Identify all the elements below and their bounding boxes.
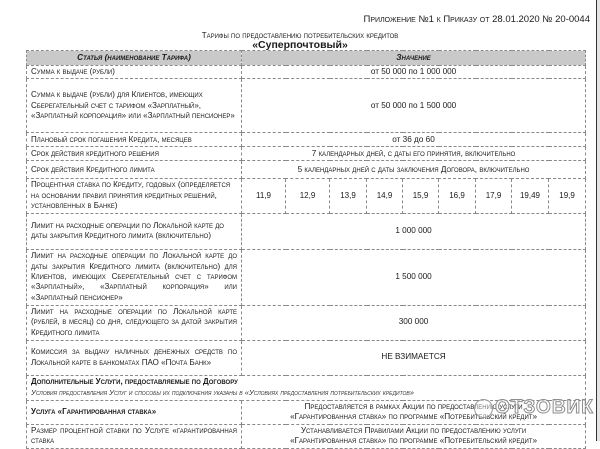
row-value: НЕ ВЗИМАЕТСЯ [242,340,586,375]
row-label: Комиссия за выдачу наличных денежных средств по Локальной карте в банкоматах ПАО «Почта Банк» [27,340,242,375]
service-row [27,424,586,448]
additional-services-row [27,375,586,400]
rate-cell: 16,9 [439,179,476,213]
service-value [242,400,586,424]
row-value: 1 000 000 [242,213,586,249]
service-row [27,400,586,424]
service-value-line: «Гарантированная ставка» по программе «Потребительский кредит» [290,412,537,422]
rate-cell: 11,9 [242,179,286,213]
service-value [242,424,586,448]
row-value: 1 500 000 [242,249,586,305]
additional-services-cell [27,375,586,400]
row-label: Лимит на расходные операции по Локальной карте до даты закрытия Кредитного лимита (включительно) для Клиентов, имеющих Сберегательный счет с тарифом «Зарплатный», «Зарплатный корпорация» или «Зарплатный пенсионер» [27,249,242,305]
table-row [27,340,586,375]
service-value-line: «Гарантированная ставка» по программе «Потребительский кредит» [290,436,537,446]
additional-services-note: Условия предоставления Услуг и способы их подключения указаны в «Условиях предоставления потребительских кредитов» [31,387,414,397]
table-row [27,249,586,305]
row-value: 5 календарных дней с даты заключения Договора, включительно [242,161,586,179]
column-header-value: Значение [242,51,586,66]
rate-cell: 14,9 [367,179,403,213]
row-value: от 36 до 60 [242,133,586,147]
row-label: Лимит на расходные операции по Локальной карте (рублей, в месяц) со дня, следующего за датой закрытия Кредитного лимита [27,305,242,340]
row-label: Срок действия Кредитного лимита [27,161,242,179]
document-subtitle: Тарифы по предоставлению потребительских кредитов [201,31,399,40]
tariff-table [26,50,586,449]
service-label: Размер процентной ставки по Услуге «гарантированная ставка [27,424,242,448]
rate-cell: 12,9 [286,179,330,213]
row-label: Сумма к выдаче (рубли) [27,66,242,79]
service-value-line: Устанавливается Правилами Акции по предоставлению услуги [300,425,527,435]
row-value: 7 календарных дней, с даты его принятия, включительно [242,147,586,161]
table-row [27,305,586,340]
column-header-article: Статья (наименование Тарифа) [27,51,242,66]
rate-cell: 17,9 [476,179,512,213]
rate-cell: 19,9 [549,179,586,213]
row-label: Лимит на расходные операции по Локальной карте до даты закрытия Кредитного лимита (включительно) [27,213,242,249]
row-label: Плановый срок погашения Кредита, месяцев [27,133,242,147]
document-title: «Суперпочтовый» [252,39,348,51]
table-row [27,66,586,79]
watermark-text: ОТЗОВИК [495,397,594,418]
service-label: Услуга «Гарантированная ставка» [27,400,242,424]
appendix-reference: Приложение №1 к Приказу от 28.01.2020 № 20-0044 [363,14,590,25]
row-value: от 50 000 по 1 500 000 [242,79,586,133]
row-label: Процентная ставка по Кредиту, годовых (определяется на основании правил принятия кредитных решений, установленных в Банке) [27,179,242,213]
row-label: Срок действия кредитного решения [27,147,242,161]
additional-services-heading: Дополнительные Услуги, предоставляемые по Договору [31,377,238,387]
table-row [27,133,586,147]
row-value: 300 000 [242,305,586,340]
rate-cell: 19,49 [512,179,549,213]
table-row [27,79,586,133]
table-row [27,161,586,179]
table-row [27,213,586,249]
row-label: Сумма к выдаче (рубли) для Клиентов, имеющих Сберегательный счет с тарифом «Зарплатный», «Зарплатный корпорация» или «Зарплатный пенсионер» [27,79,242,133]
table-header-row [27,51,586,66]
table-row-interest-rates [27,179,586,213]
table-row [27,147,586,161]
row-value: от 50 000 по 1 000 000 [242,66,586,79]
service-value-line: Предоставляется в рамках Акции по предоставлению услуги [304,401,523,411]
rate-cell: 13,9 [330,179,367,213]
rate-cell: 15,9 [403,179,439,213]
